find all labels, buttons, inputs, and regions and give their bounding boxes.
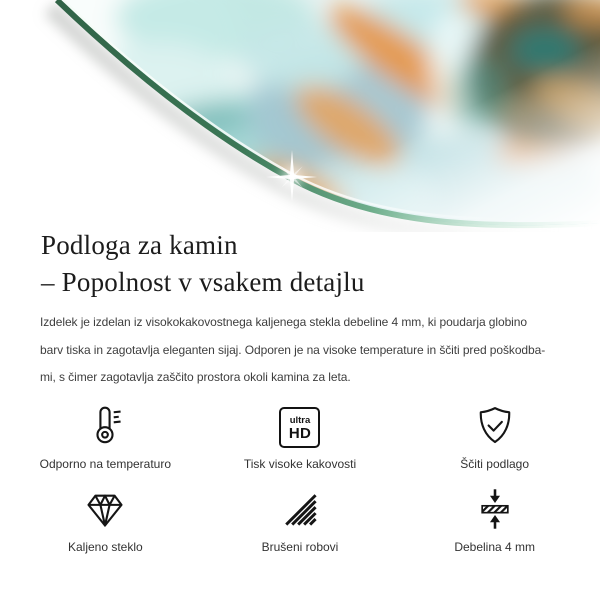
feature-label: Brušeni robovi (261, 540, 339, 554)
thickness-icon (473, 485, 517, 531)
title-line-1: Podloga za kamin (41, 230, 238, 260)
thermometer-icon (83, 402, 127, 448)
ultra-hd-text-top: ultra (289, 414, 311, 426)
description-line: Izdelek je izdelan iz visokokakovostnega kaljenega stekla debeline 4 mm, ki poudarja globino (40, 315, 527, 329)
features-grid (8, 402, 592, 554)
title-line-2: – Popolnost v vsakem detajlu (41, 267, 365, 297)
feature-print-quality (203, 402, 398, 471)
feature-polished-edges (203, 485, 398, 554)
ultra-hd-text-bottom: HD (288, 424, 312, 442)
product-description (40, 309, 585, 392)
description-line: mi, s čimer zagotavlja zaščito prostora okoli kamina za leta. (40, 370, 351, 384)
feature-temperature (8, 402, 203, 471)
feature-label: Tisk visoke kakovosti (243, 457, 357, 471)
product-image (0, 0, 600, 232)
page-title (41, 227, 365, 301)
diamond-icon (83, 485, 127, 531)
feature-protects (397, 402, 592, 471)
description-line: barv tiska in zagotavlja eleganten sijaj. Odporen je na visoke temperature in ščiti pred poškodba- (40, 342, 546, 357)
feature-label: Ščiti podlago (460, 457, 530, 471)
feature-tempered-glass (8, 485, 203, 554)
feature-label: Kaljeno steklo (67, 540, 143, 554)
feature-thickness (397, 485, 592, 554)
feature-label: Odporno na temperaturo (39, 457, 172, 471)
feature-label: Debelina 4 mm (454, 540, 536, 554)
ultra-hd-icon (279, 402, 320, 448)
shield-check-icon (473, 402, 517, 448)
polished-edges-icon (278, 485, 322, 531)
